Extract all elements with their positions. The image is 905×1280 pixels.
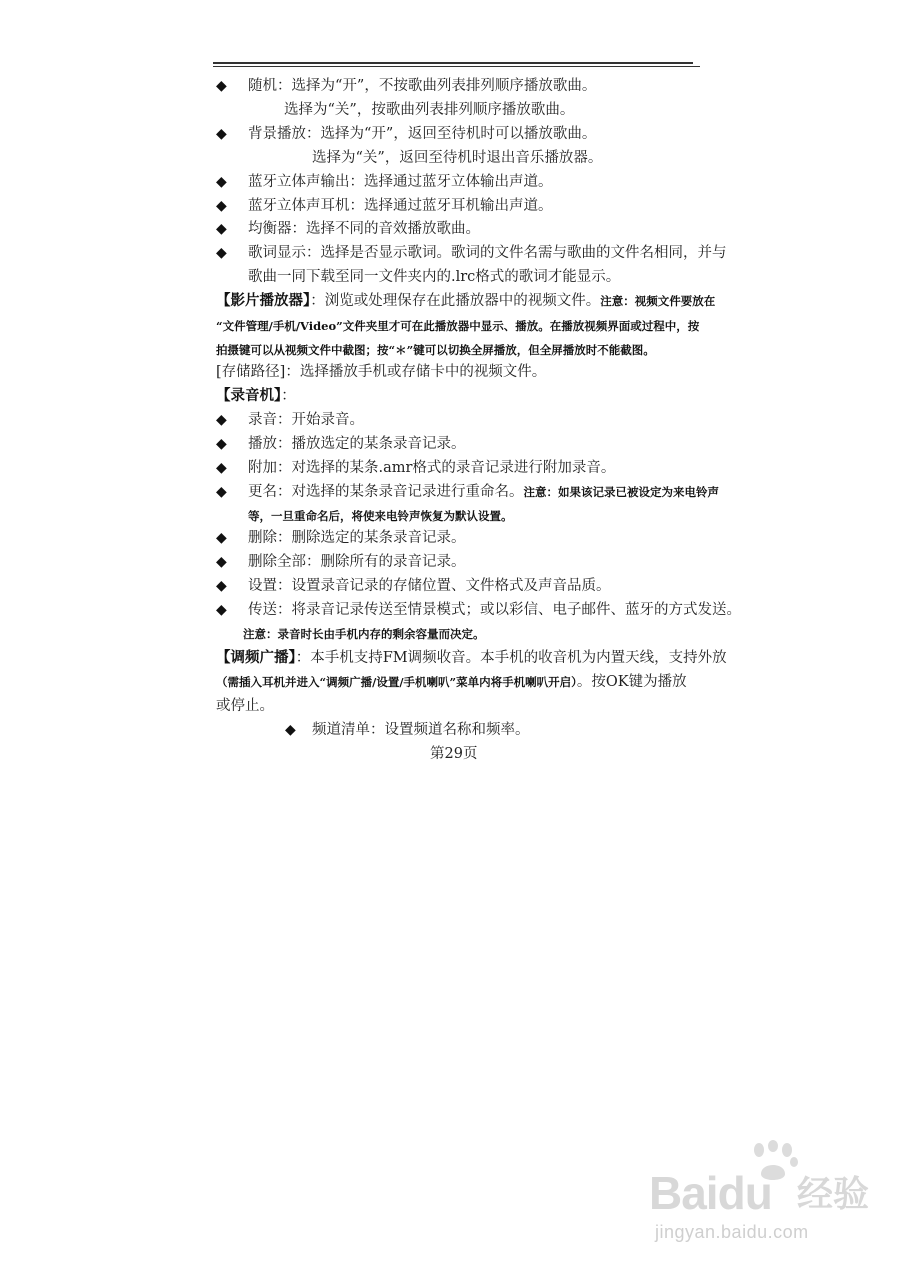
- fm-text: ：本手机支持FM调频收音。本手机的收音机为内置天线，支持外放: [295, 650, 727, 666]
- movie-player-note: 注意：视频文件要放在: [600, 294, 716, 308]
- bullet-icon: ◆: [216, 460, 227, 476]
- fm-paragraph: [216, 648, 727, 668]
- fm-line-3: 或停止。: [216, 698, 274, 714]
- fm-line-2: [216, 672, 687, 692]
- equalizer-line: 均衡器：选择不同的音效播放歌曲。: [248, 221, 480, 237]
- bt-stereo-output-line: 蓝牙立体声输出：选择通过蓝牙立体输出声道。: [248, 174, 553, 190]
- bullet-icon: ◆: [216, 412, 227, 428]
- bt-headset-line: 蓝牙立体声耳机：选择通过蓝牙耳机输出声道。: [248, 198, 553, 214]
- lyrics-line: 歌词显示：选择是否显示歌词。歌词的文件名需与歌曲的文件名相同，并与: [248, 245, 727, 261]
- rename-note: 注意：如果该记录已被设定为来电铃声: [523, 485, 719, 499]
- recorder-heading-colon: ：: [281, 388, 296, 404]
- bullet-icon: ◆: [216, 245, 227, 261]
- bullet-icon: ◆: [216, 126, 227, 142]
- bullet-icon: ◆: [216, 221, 227, 237]
- recorder-note: 注意：录音时长由手机内存的剩余容量而决定。: [243, 627, 485, 641]
- lyrics-line-cont: 歌曲一同下载至同一文件夹内的.lrc格式的歌词才能显示。: [248, 269, 621, 285]
- movie-player-text: ：浏览或处理保存在此播放器中的视频文件。: [310, 293, 601, 309]
- fm-heading: 【调频广播】: [216, 649, 296, 666]
- delete-line: 删除：删除选定的某条录音记录。: [248, 530, 466, 546]
- watermark-brand-b: du: [717, 1167, 772, 1219]
- rename-note-cont: 等，一旦重命名后，将使来电铃声恢复为默认设置。: [248, 509, 513, 523]
- play-line: 播放：播放选定的某条录音记录。: [248, 436, 466, 452]
- header-rule-thick: [213, 62, 693, 64]
- movie-player-paragraph: [216, 291, 715, 311]
- watermark-brand: [649, 1166, 772, 1220]
- watermark-url: jingyan.baidu.com: [655, 1222, 809, 1242]
- rename-line: [248, 482, 719, 502]
- movie-player-heading: 【影片播放器】: [216, 292, 311, 309]
- recorder-heading-row: [216, 386, 296, 406]
- background-play-off-line: 选择为“关”，返回至待机时退出音乐播放器。: [312, 150, 603, 166]
- header-rule-thin: [213, 66, 700, 67]
- shuffle-line: 随机：选择为“开”，不按歌曲列表排列顺序播放歌曲。: [248, 78, 597, 94]
- bullet-icon: ◆: [216, 484, 227, 500]
- storage-path-line: [存储路径]：选择播放手机或存储卡中的视频文件。: [216, 364, 547, 380]
- bullet-icon: ◆: [216, 174, 227, 190]
- bullet-icon: ◆: [216, 530, 227, 546]
- bullet-icon: ◆: [216, 578, 227, 594]
- watermark-cn: 经验: [797, 1174, 870, 1215]
- bullet-icon: ◆: [216, 602, 227, 618]
- append-line: 附加：对选择的某条.amr格式的录音记录进行附加录音。: [248, 460, 616, 476]
- movie-player-note-2: “文件管理/手机/Video”文件夹里才可在此播放器中显示、播放。在播放视频界面或过程中，按: [216, 319, 700, 333]
- bullet-icon: ◆: [285, 722, 296, 738]
- background-play-line: 背景播放：选择为“开”，返回至待机时可以播放歌曲。: [248, 126, 597, 142]
- fm-text-2: 。按OK键为播放: [576, 674, 687, 690]
- record-line: 录音：开始录音。: [248, 412, 364, 428]
- bullet-icon: ◆: [216, 436, 227, 452]
- settings-line: 设置：设置录音记录的存储位置、文件格式及声音品质。: [248, 578, 611, 594]
- page-number: 第29页: [430, 746, 478, 762]
- watermark-brand-a: Bai: [649, 1167, 718, 1219]
- delete-all-line: 删除全部：删除所有的录音记录。: [248, 554, 466, 570]
- fm-note: （需插入耳机并进入“调频广播/设置/手机喇叭”菜单内将手机喇叭开启）: [216, 675, 577, 689]
- movie-player-note-3: 拍摄键可以从视频文件中截图；按“＊”键可以切换全屏播放，但全屏播放时不能截图。: [216, 343, 655, 357]
- shuffle-off-line: 选择为“关”，按歌曲列表排列顺序播放歌曲。: [284, 102, 575, 118]
- recorder-heading: 【录音机】: [216, 387, 282, 404]
- bullet-icon: ◆: [216, 78, 227, 94]
- baidu-jingyan-watermark: [649, 1140, 879, 1250]
- rename-text: 更名：对选择的某条录音记录进行重命名。: [248, 484, 524, 500]
- bullet-icon: ◆: [216, 198, 227, 214]
- channel-list-line: 频道清单：设置频道名称和频率。: [312, 722, 530, 738]
- send-line: 传送：将录音记录传送至情景模式；或以彩信、电子邮件、蓝牙的方式发送。: [248, 602, 741, 618]
- bullet-icon: ◆: [216, 554, 227, 570]
